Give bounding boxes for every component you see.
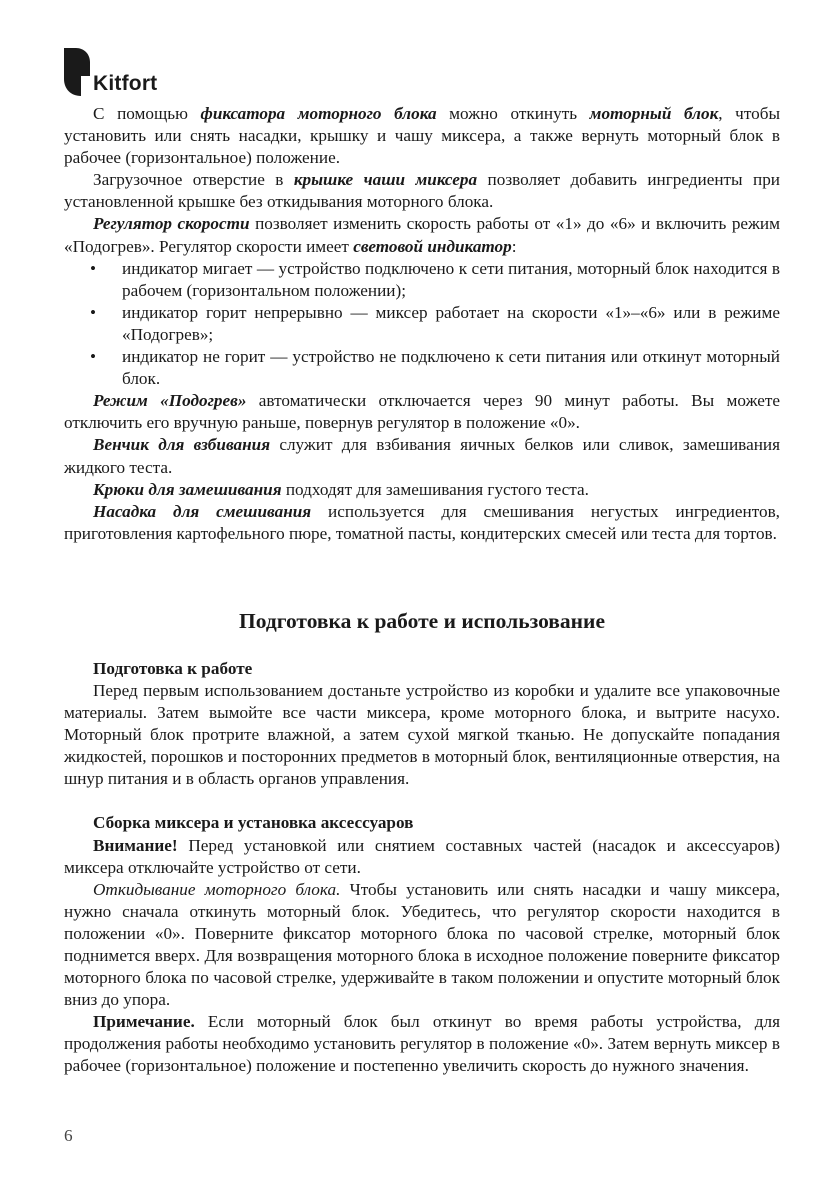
subsection-title-preparation: Подготовка к работе [93,658,253,678]
paragraph-heating-mode: Режим «Подогрев» автоматически отключается через 90 минут работы. Вы можете отключить его вручную раньше, повернув регулятор в положение «0». [64,391,780,433]
term-speed-regulator: Регулятор скорости [93,214,250,234]
document-body [64,103,780,1078]
subsection-title-assembly: Сборка миксера и установка аксессуаров [93,813,414,833]
paragraph-whisk: Венчик для взбивания служит для взбивания яичных белков или сливок, замешивания жидкого теста. [64,435,781,477]
paragraph-speed-regulator: Регулятор скорости позволяет изменить скорость работы от «1» до «6» и включить режим «Подогрев». Регулятор скорости имеет световой индикатор: [64,214,780,256]
paragraph-tilt-motor-block: Откидывание моторного блока. Чтобы установить или снять насадки и чашу миксера, нужно сначала откинуть моторный блок. Убедитесь, что регулятор скорости находится в положении «0». Поверните фиксатор моторного блока по часовой стрелке, моторный блок поднимется вверх. Для возвращения моторного блока в исходное положение поверните фиксатор моторного блока по часовой стрелке, удерживайте в таком положении и опустите моторный блок вниз до упора. [64,879,780,1010]
tilt-motor-block-label: Откидывание моторного блока. [93,879,341,899]
list-item: • индикатор горит непрерывно — миксер работает на скорости «1»–«6» или в режиме «Подогрев»; [90,302,780,344]
term-mixing-attachment: Насадка для смешивания [93,501,312,521]
term-heating-mode: Режим «Подогрев» [93,391,247,411]
paragraph-warning: Внимание! Перед установкой или снятием составных частей (насадок и аксессуаров) миксера отключайте устройство от сети. [64,835,780,877]
indicator-list [64,258,780,391]
term-motor-lock: фиксатора моторного блока [200,104,437,123]
term-whisk: Венчик для взбивания [93,435,271,455]
brand-logo [64,48,264,96]
term-motor-block: моторный блок [589,104,719,123]
paragraph-note: Примечание. Если моторный блок был откинут во время работы устройства, для продолжения работы необходимо установить регулятор в положение «0». Затем вернуть миксер в рабочее (горизонтальное) положение и постепенно увеличить скорость до нужного значения. [64,1012,780,1076]
paragraph-dough-hooks: Крюки для замешивания подходят для замешивания густого теста. [93,479,589,499]
list-item: • индикатор мигает — устройство подключено к сети питания, моторный блок находится в рабочем (горизонтальном положении); [90,258,780,300]
term-dough-hooks: Крюки для замешивания [93,479,282,499]
note-label: Примечание. [93,1012,195,1032]
page-number: 6 [64,1126,73,1145]
brand-logo-text: Kitfort [93,72,158,95]
section-title: Подготовка к работе и использование [239,608,605,633]
list-item: • индикатор не горит — устройство не подключено к сети питания или откинут моторный блок. [90,347,780,389]
bullet-icon: • [90,258,97,278]
paragraph-mixing-attachment: Насадка для смешивания используется для смешивания негустых ингредиентов, приготовления картофельного пюре, томатной пасты, кондитерских смесей или теста для тортов. [64,501,780,543]
term-bowl-lid: крышке чаши миксера [293,170,478,190]
bullet-icon: • [90,347,97,367]
paragraph-lid-opening: Загрузочное отверстие в крышке чаши миксера позволяет добавить ингредиенты при установленной крышке без откидывания моторного блока. [64,170,780,212]
bullet-icon: • [90,302,97,322]
paragraph-motor-lock: С помощью фиксатора моторного блока можно откинуть моторный блок, чтобы установить или снять насадки, крышку и чашу миксера, а также вернуть моторный блок в рабочее (горизонтальное) положение. [64,104,780,168]
term-light-indicator: световой индикатор [353,236,512,256]
warning-label: Внимание! [93,835,178,855]
kitfort-logo-icon [64,48,90,96]
paragraph-preparation: Перед первым использованием достаньте устройство из коробки и удалите все упаковочные материалы. Затем вымойте все части миксера, кроме моторного блока, и вытрите насухо. Моторный блок протрите влажной, а затем сухой мягкой тканью. Не допускайте попадания жидкостей, порошков и посторонних предметов в моторный блок, вентиляционные отверстия, на шнур питания и в область органов управления. [64,680,780,789]
